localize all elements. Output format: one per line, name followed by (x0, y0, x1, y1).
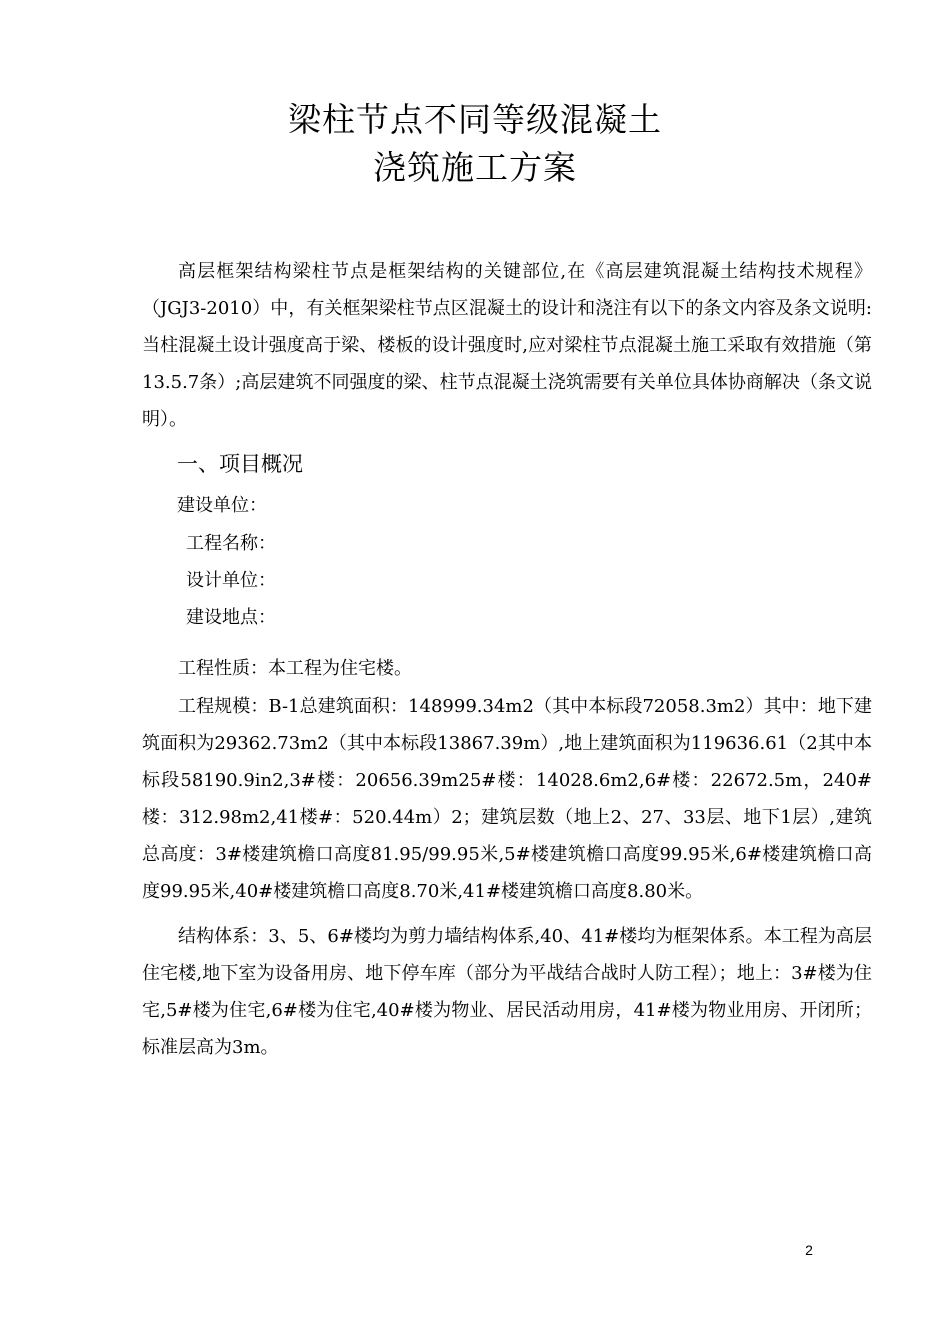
construction-unit-field: 建设单位： (177, 495, 267, 516)
page-number: 2 (805, 1242, 813, 1258)
project-scale-paragraph: 工程规模：B-1总建筑面积：148999.34m2（其中本标段72058.3m2）其中：地下建筑面积为29362.73m2（其中本标段13867.39m）,地上建筑面积为119636.61（2其中本标段58190.9in2,3#楼：20656.39m25#楼：14028.6m2,6#楼：22672.5m，240#楼：312.98m2,41楼#：520.44m）2；建筑层数（地上2、27、33层、地下1层）,建筑总高度：3#楼建筑檐口高度81.95/99.95米,5#楼建筑檐口高度99.95米,6#楼建筑檐口高度99.95米,40#楼建筑檐口高度8.70米,41#楼建筑檐口高度8.80米。 (142, 696, 872, 902)
construction-site-field: 建设地点： (186, 607, 276, 628)
document-title-line1: 梁柱节点不同等级混凝土 (288, 100, 662, 139)
project-nature-paragraph: 工程性质：本工程为住宅楼。 (178, 658, 412, 679)
design-unit-field: 设计单位： (186, 570, 276, 591)
intro-paragraph: 高层框架结构梁柱节点是框架结构的关键部位,在《高层建筑混凝土结构技术规程》（JGJ3-2010）中，有关框架梁柱节点区混凝土的设计和浇注有以下的条文内容及条文说明:当柱混凝土设计强度高于梁、楼板的设计强度时,应对梁柱节点混凝土施工采取有效措施（第13.5.7条）;高层建筑不同强度的梁、柱节点混凝土浇筑需要有关单位具体协商解决（条文说明）。 (142, 261, 872, 430)
project-name-field: 工程名称： (186, 533, 276, 554)
document-title-line2: 浇筑施工方案 (373, 148, 577, 187)
structure-system-paragraph: 结构体系：3、5、6#楼均为剪力墙结构体系,40、41#楼均为框架体系。本工程为高层住宅楼,地下室为设备用房、地下停车库（部分为平战结合战时人防工程）；地上：3#楼为住宅,5#楼为住宅,6#楼为住宅,40#楼为物业、居民活动用房，41#楼为物业用房、开闭所；标准层高为3m。 (142, 926, 872, 1058)
section-heading-project-overview: 一、项目概况 (177, 452, 303, 476)
